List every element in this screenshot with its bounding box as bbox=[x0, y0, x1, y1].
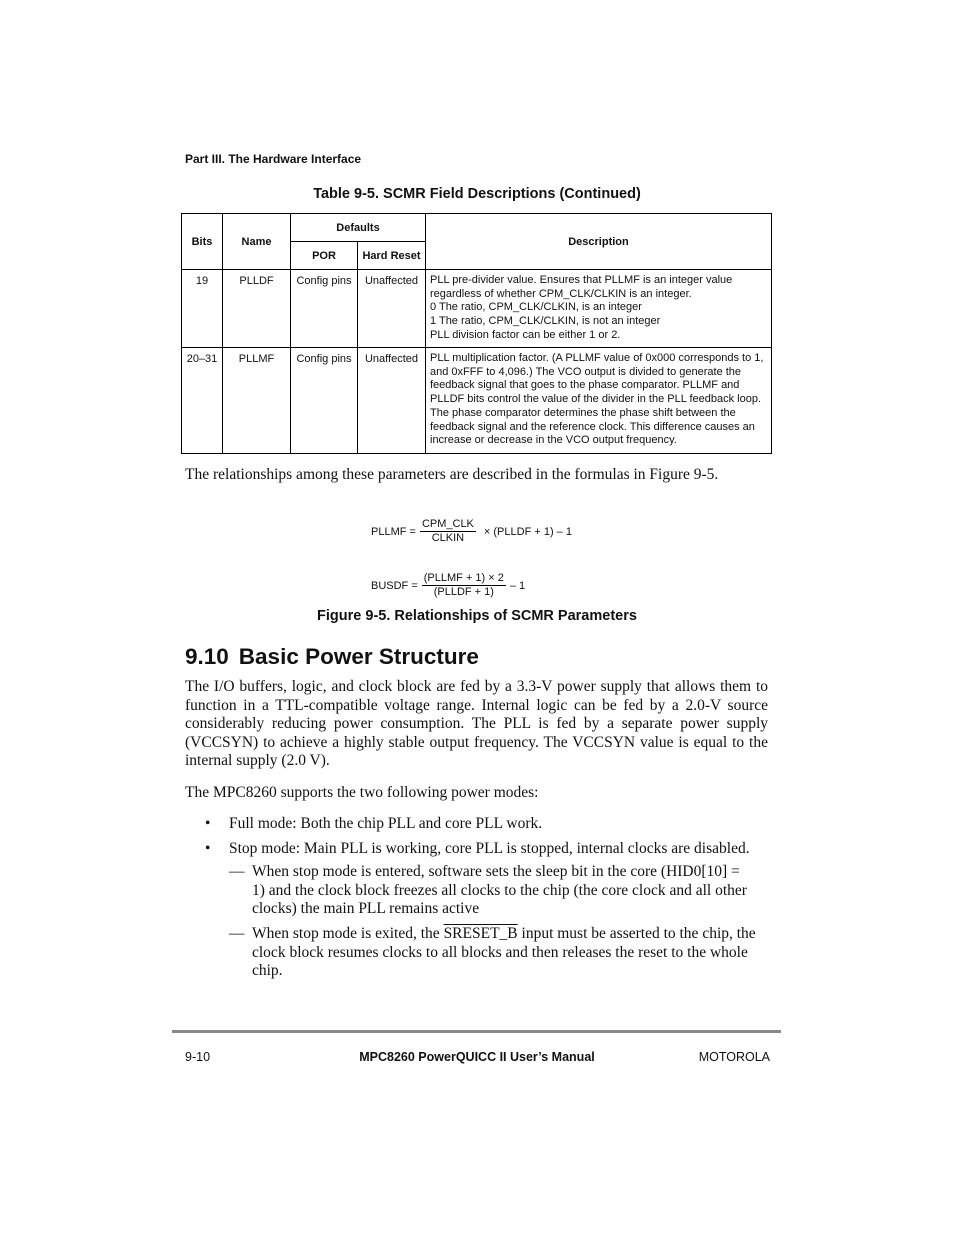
cell-hard-reset: Unaffected bbox=[358, 348, 426, 454]
formula-rhs: – 1 bbox=[509, 579, 526, 592]
formula-fraction bbox=[422, 572, 506, 599]
intro-paragraph: The relationships among these parameters are described in the formulas in Figure 9-5. bbox=[185, 466, 719, 483]
formula-numerator: CPM_CLK bbox=[421, 518, 474, 530]
cell-name: PLLDF bbox=[223, 270, 291, 348]
formula-numerator: (PLLMF + 1) × 2 bbox=[423, 572, 504, 584]
col-header-por: POR bbox=[291, 242, 358, 270]
description-line: 1 The ratio, CPM_CLK/CLKIN, is not an integer bbox=[430, 315, 661, 328]
sub-item-line: When stop mode is entered, software sets the sleep bit in the core (HID0[10] = bbox=[252, 863, 740, 880]
sub-item-text: When stop mode is exited, the bbox=[252, 925, 444, 942]
scmr-field-table bbox=[181, 213, 772, 454]
description-line: increase or decrease in the VCO output frequency. bbox=[430, 434, 677, 447]
bullet-text: Stop mode: Main PLL is working, core PLL is stopped, internal clocks are disabled. bbox=[229, 840, 750, 857]
section-title: Basic Power Structure bbox=[238, 644, 479, 669]
col-header-description: Description bbox=[426, 214, 772, 270]
bullet-marker: • bbox=[205, 815, 211, 832]
cell-description bbox=[426, 348, 772, 454]
description-line: The phase comparator determines the phase shift between the bbox=[430, 406, 736, 419]
col-header-defaults: Defaults bbox=[291, 214, 426, 242]
power-structure-paragraph bbox=[185, 678, 768, 771]
description-line: feedback signal that goes to the phase comparator. PLLMF and bbox=[430, 379, 740, 392]
description-line: PLL division factor can be either 1 or 2. bbox=[430, 328, 621, 341]
cell-hard-reset: Unaffected bbox=[358, 270, 426, 348]
footer-manual-title: MPC8260 PowerQUICC II User’s Manual bbox=[359, 1050, 595, 1064]
footer-rule bbox=[172, 1030, 781, 1033]
busdf-formula bbox=[371, 572, 525, 599]
col-header-bits: Bits bbox=[182, 214, 223, 270]
formula-rhs: × (PLLDF + 1) – 1 bbox=[483, 525, 572, 538]
figure-caption: Figure 9-5. Relationships of SCMR Parameters bbox=[317, 608, 637, 624]
paragraph-line: function in a TTL-compatible voltage range. Internal logic can be fed by a 2.0-V source bbox=[185, 696, 768, 714]
description-line: and 0xFFF to 4,096.) The VCO output is divided to generate the bbox=[430, 365, 742, 378]
paragraph-line: considerably reducing power consumption. The PLL is fed by a separate power supply bbox=[185, 715, 768, 733]
running-header: Part III. The Hardware Interface bbox=[185, 152, 362, 166]
col-header-name: Name bbox=[223, 214, 291, 270]
sub-item-line: clock block resumes clocks to all blocks and then releases the reset to the whole bbox=[252, 943, 748, 961]
paragraph-line: internal supply (2.0 V). bbox=[185, 752, 330, 770]
formula-denominator: CLKIN bbox=[431, 532, 465, 544]
description-line: PLL multiplication factor. (A PLLMF value of 0x000 corresponds to 1, bbox=[430, 352, 764, 364]
sub-item-line: 1) and the clock block freezes all clocks to the chip (the core clock and all other bbox=[252, 881, 747, 899]
description-line: feedback signal and the reference clock. This difference causes an bbox=[430, 420, 755, 433]
footer-page-number: 9-10 bbox=[185, 1050, 211, 1064]
formula-lhs: PLLMF = bbox=[371, 525, 416, 538]
formula-fraction bbox=[420, 518, 476, 545]
sub-item-line bbox=[252, 925, 769, 944]
cell-name: PLLMF bbox=[223, 348, 291, 454]
cell-por: Config pins bbox=[291, 348, 358, 454]
sub-item-text: input must be asserted to the chip, the bbox=[517, 925, 756, 942]
section-heading bbox=[185, 644, 479, 670]
col-header-hard-reset: Hard Reset bbox=[358, 242, 426, 270]
paragraph-line: The I/O buffers, logic, and clock block are fed by a 3.3-V power supply that allows them to bbox=[185, 678, 768, 695]
cell-por: Config pins bbox=[291, 270, 358, 348]
formula-lhs: BUSDF = bbox=[371, 579, 418, 592]
section-number: 9.10 bbox=[185, 644, 229, 669]
footer-company: MOTOROLA bbox=[698, 1050, 770, 1064]
description-line: regardless of whether CPM_CLK/CLKIN is an integer. bbox=[430, 287, 692, 300]
table-row bbox=[182, 270, 772, 348]
sub-item-line: chip. bbox=[252, 962, 283, 980]
cell-bits: 20–31 bbox=[182, 348, 223, 454]
bullet-marker: • bbox=[205, 840, 211, 857]
table-row bbox=[182, 348, 772, 454]
sub-item-line: clocks) the main PLL remains active bbox=[252, 900, 480, 918]
table-caption: Table 9-5. SCMR Field Descriptions (Continued) bbox=[313, 186, 641, 202]
description-line: 0 The ratio, CPM_CLK/CLKIN, is an integer bbox=[430, 301, 642, 314]
description-line: PLL pre-divider value. Ensures that PLLMF is an integer value bbox=[430, 274, 733, 286]
cell-bits: 19 bbox=[182, 270, 223, 348]
description-line: PLLDF bits control the value of the divider in the PLL feedback loop. bbox=[430, 393, 762, 406]
sreset-b-signal: SRESET_B bbox=[443, 925, 518, 942]
dash-marker: — bbox=[229, 863, 245, 880]
power-modes-intro: The MPC8260 supports the two following power modes: bbox=[185, 784, 539, 801]
bullet-text: Full mode: Both the chip PLL and core PLL work. bbox=[229, 815, 543, 832]
formula-denominator: (PLLDF + 1) bbox=[433, 586, 494, 598]
pllmf-formula bbox=[371, 518, 572, 545]
paragraph-line: (VCCSYN) to achieve a highly stable output frequency. The VCCSYN value is equal to the bbox=[185, 733, 768, 751]
cell-description bbox=[426, 270, 772, 348]
dash-marker: — bbox=[229, 925, 245, 942]
